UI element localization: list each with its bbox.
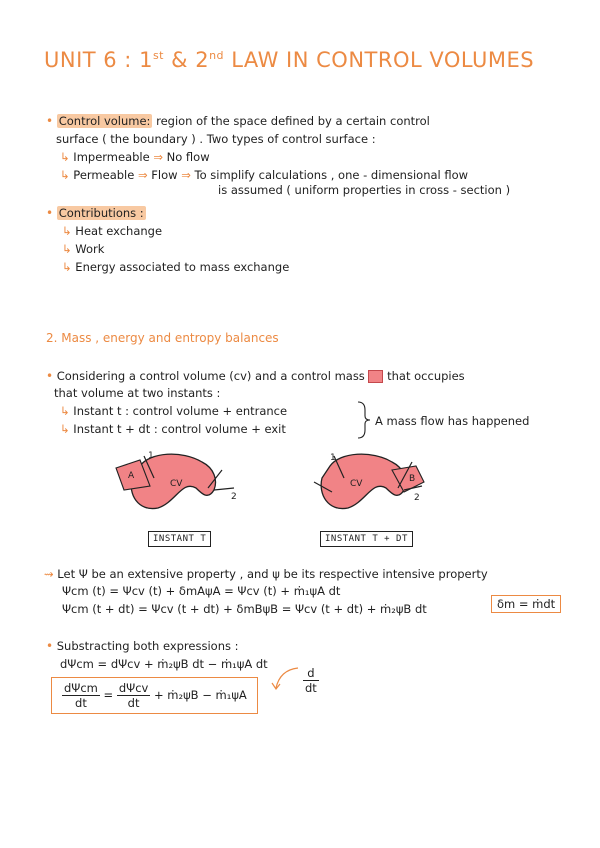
boundary-number: 1 <box>148 451 154 461</box>
implies-icon: ⇒ <box>153 150 163 164</box>
region-a-label: A <box>128 471 135 481</box>
cv-term: Control volume: <box>58 114 151 128</box>
cv-diagram-instant-t <box>110 448 260 518</box>
permeable-note-line2: is assumed ( uniform properties in cross - section ) <box>218 183 511 197</box>
title-part: UNIT 6 : 1 <box>44 48 153 72</box>
boundary-number: 2 <box>414 493 420 503</box>
fraction-denominator: dt <box>127 696 140 710</box>
boundary-number: 2 <box>231 492 237 502</box>
cv-definition-text: region of the space defined by a certain control <box>156 114 430 128</box>
lhs-fraction <box>62 681 100 710</box>
cv-definition-line2: surface ( the boundary ) . Two types of control surface : <box>56 132 376 146</box>
contribution-label: Heat exchange <box>75 224 163 238</box>
considering-text-tail: that occupies <box>387 369 465 383</box>
instant-t-text: Instant t : control volume + entrance <box>73 404 288 418</box>
section-heading: 2. Mass , energy and entropy balances <box>46 331 279 345</box>
instant-t-line <box>60 404 287 418</box>
flow-terms: + ṁ₂ψB − ṁ₁ψA <box>153 688 247 702</box>
instant-tdt-line <box>60 422 286 436</box>
diagram-caption: INSTANT T + DT <box>320 531 413 547</box>
bullet-icon: • <box>46 639 54 653</box>
impermeable-term: Impermeable <box>73 150 150 164</box>
branch-arrow-icon: ↳ <box>62 260 72 274</box>
final-equation-box <box>51 677 258 714</box>
contribution-item <box>62 224 162 238</box>
considering-line1 <box>46 369 465 383</box>
bullet-icon: • <box>46 206 54 220</box>
divide-by-dt <box>303 666 319 695</box>
fraction-denominator: dt <box>75 696 87 710</box>
contribution-item <box>62 260 289 274</box>
impermeable-result: No flow <box>166 150 210 164</box>
boundary-number: 1 <box>330 453 336 463</box>
region-b-label: B <box>409 474 416 484</box>
instant-tdt-text: Instant t + dt : control volume + exit <box>73 422 286 436</box>
implies-icon: ⇒ <box>181 168 191 182</box>
let-line <box>44 567 488 581</box>
control-mass-swatch-icon <box>368 370 383 383</box>
diagram-caption: INSTANT T <box>148 531 211 547</box>
page-title <box>44 48 534 72</box>
fraction-numerator: dΨcv <box>118 681 149 695</box>
fraction-denominator: dt <box>305 681 317 695</box>
contributions-heading <box>46 206 146 220</box>
cv-diagram-instant-tdt <box>300 448 450 518</box>
brace-note: A mass flow has happened <box>375 414 530 428</box>
equals-sign: = <box>103 688 114 702</box>
cv-label: CV <box>350 479 363 489</box>
permeable-term: Permeable <box>73 168 135 182</box>
rhs-fraction <box>117 681 150 710</box>
cv-label: CV <box>170 479 183 489</box>
contributions-term: Contributions : <box>58 206 144 220</box>
title-sup: st <box>152 49 164 62</box>
permeable-note: To simplify calculations , one - dimensional flow <box>194 168 469 182</box>
implies-icon: ⇝ <box>44 567 54 581</box>
brace-icon <box>356 400 372 440</box>
bullet-icon: • <box>46 114 54 128</box>
cv-definition-line1 <box>46 114 430 128</box>
impermeable-line <box>60 150 210 164</box>
title-sup: nd <box>209 49 225 62</box>
fraction-numerator: dΨcm <box>64 681 98 695</box>
fraction-numerator: d <box>303 666 319 681</box>
contribution-label: Work <box>75 242 105 256</box>
branch-arrow-icon: ↳ <box>62 242 72 256</box>
equation-instant-t: Ψcm (t) = Ψcv (t) + δmAψA = Ψcv (t) + ṁ₁ψA dt <box>62 584 341 598</box>
branch-arrow-icon: ↳ <box>62 224 72 238</box>
title-part: & 2 <box>163 48 210 72</box>
bullet-icon: • <box>46 369 54 383</box>
branch-arrow-icon: ↳ <box>60 150 70 164</box>
curved-arrow-icon <box>268 664 302 694</box>
permeable-line <box>60 168 468 182</box>
considering-text: Considering a control volume (cv) and a control mass <box>56 369 365 383</box>
branch-arrow-icon: ↳ <box>60 168 70 182</box>
contribution-item <box>62 242 104 256</box>
subtract-line <box>46 639 239 653</box>
mass-relation-box: δm = ṁdt <box>491 595 561 613</box>
title-part: LAW IN CONTROL VOLUMES <box>224 48 535 72</box>
permeable-result: Flow <box>151 168 178 182</box>
contribution-label: Energy associated to mass exchange <box>75 260 290 274</box>
implies-icon: ⇒ <box>137 168 148 182</box>
equation-difference: dΨcm = dΨcv + ṁ₂ψB dt − ṁ₁ψA dt <box>60 657 268 671</box>
branch-arrow-icon: ↳ <box>60 422 70 436</box>
branch-arrow-icon: ↳ <box>60 404 70 418</box>
considering-line2: that volume at two instants : <box>54 386 221 400</box>
equation-instant-tdt: Ψcm (t + dt) = Ψcv (t + dt) + δmBψB = Ψcv (t + dt) + ṁ₂ψB dt <box>62 602 427 616</box>
let-text: Let Ψ be an extensive property , and ψ be its respective intensive property <box>57 567 488 581</box>
subtract-text: Substracting both expressions : <box>56 639 239 653</box>
